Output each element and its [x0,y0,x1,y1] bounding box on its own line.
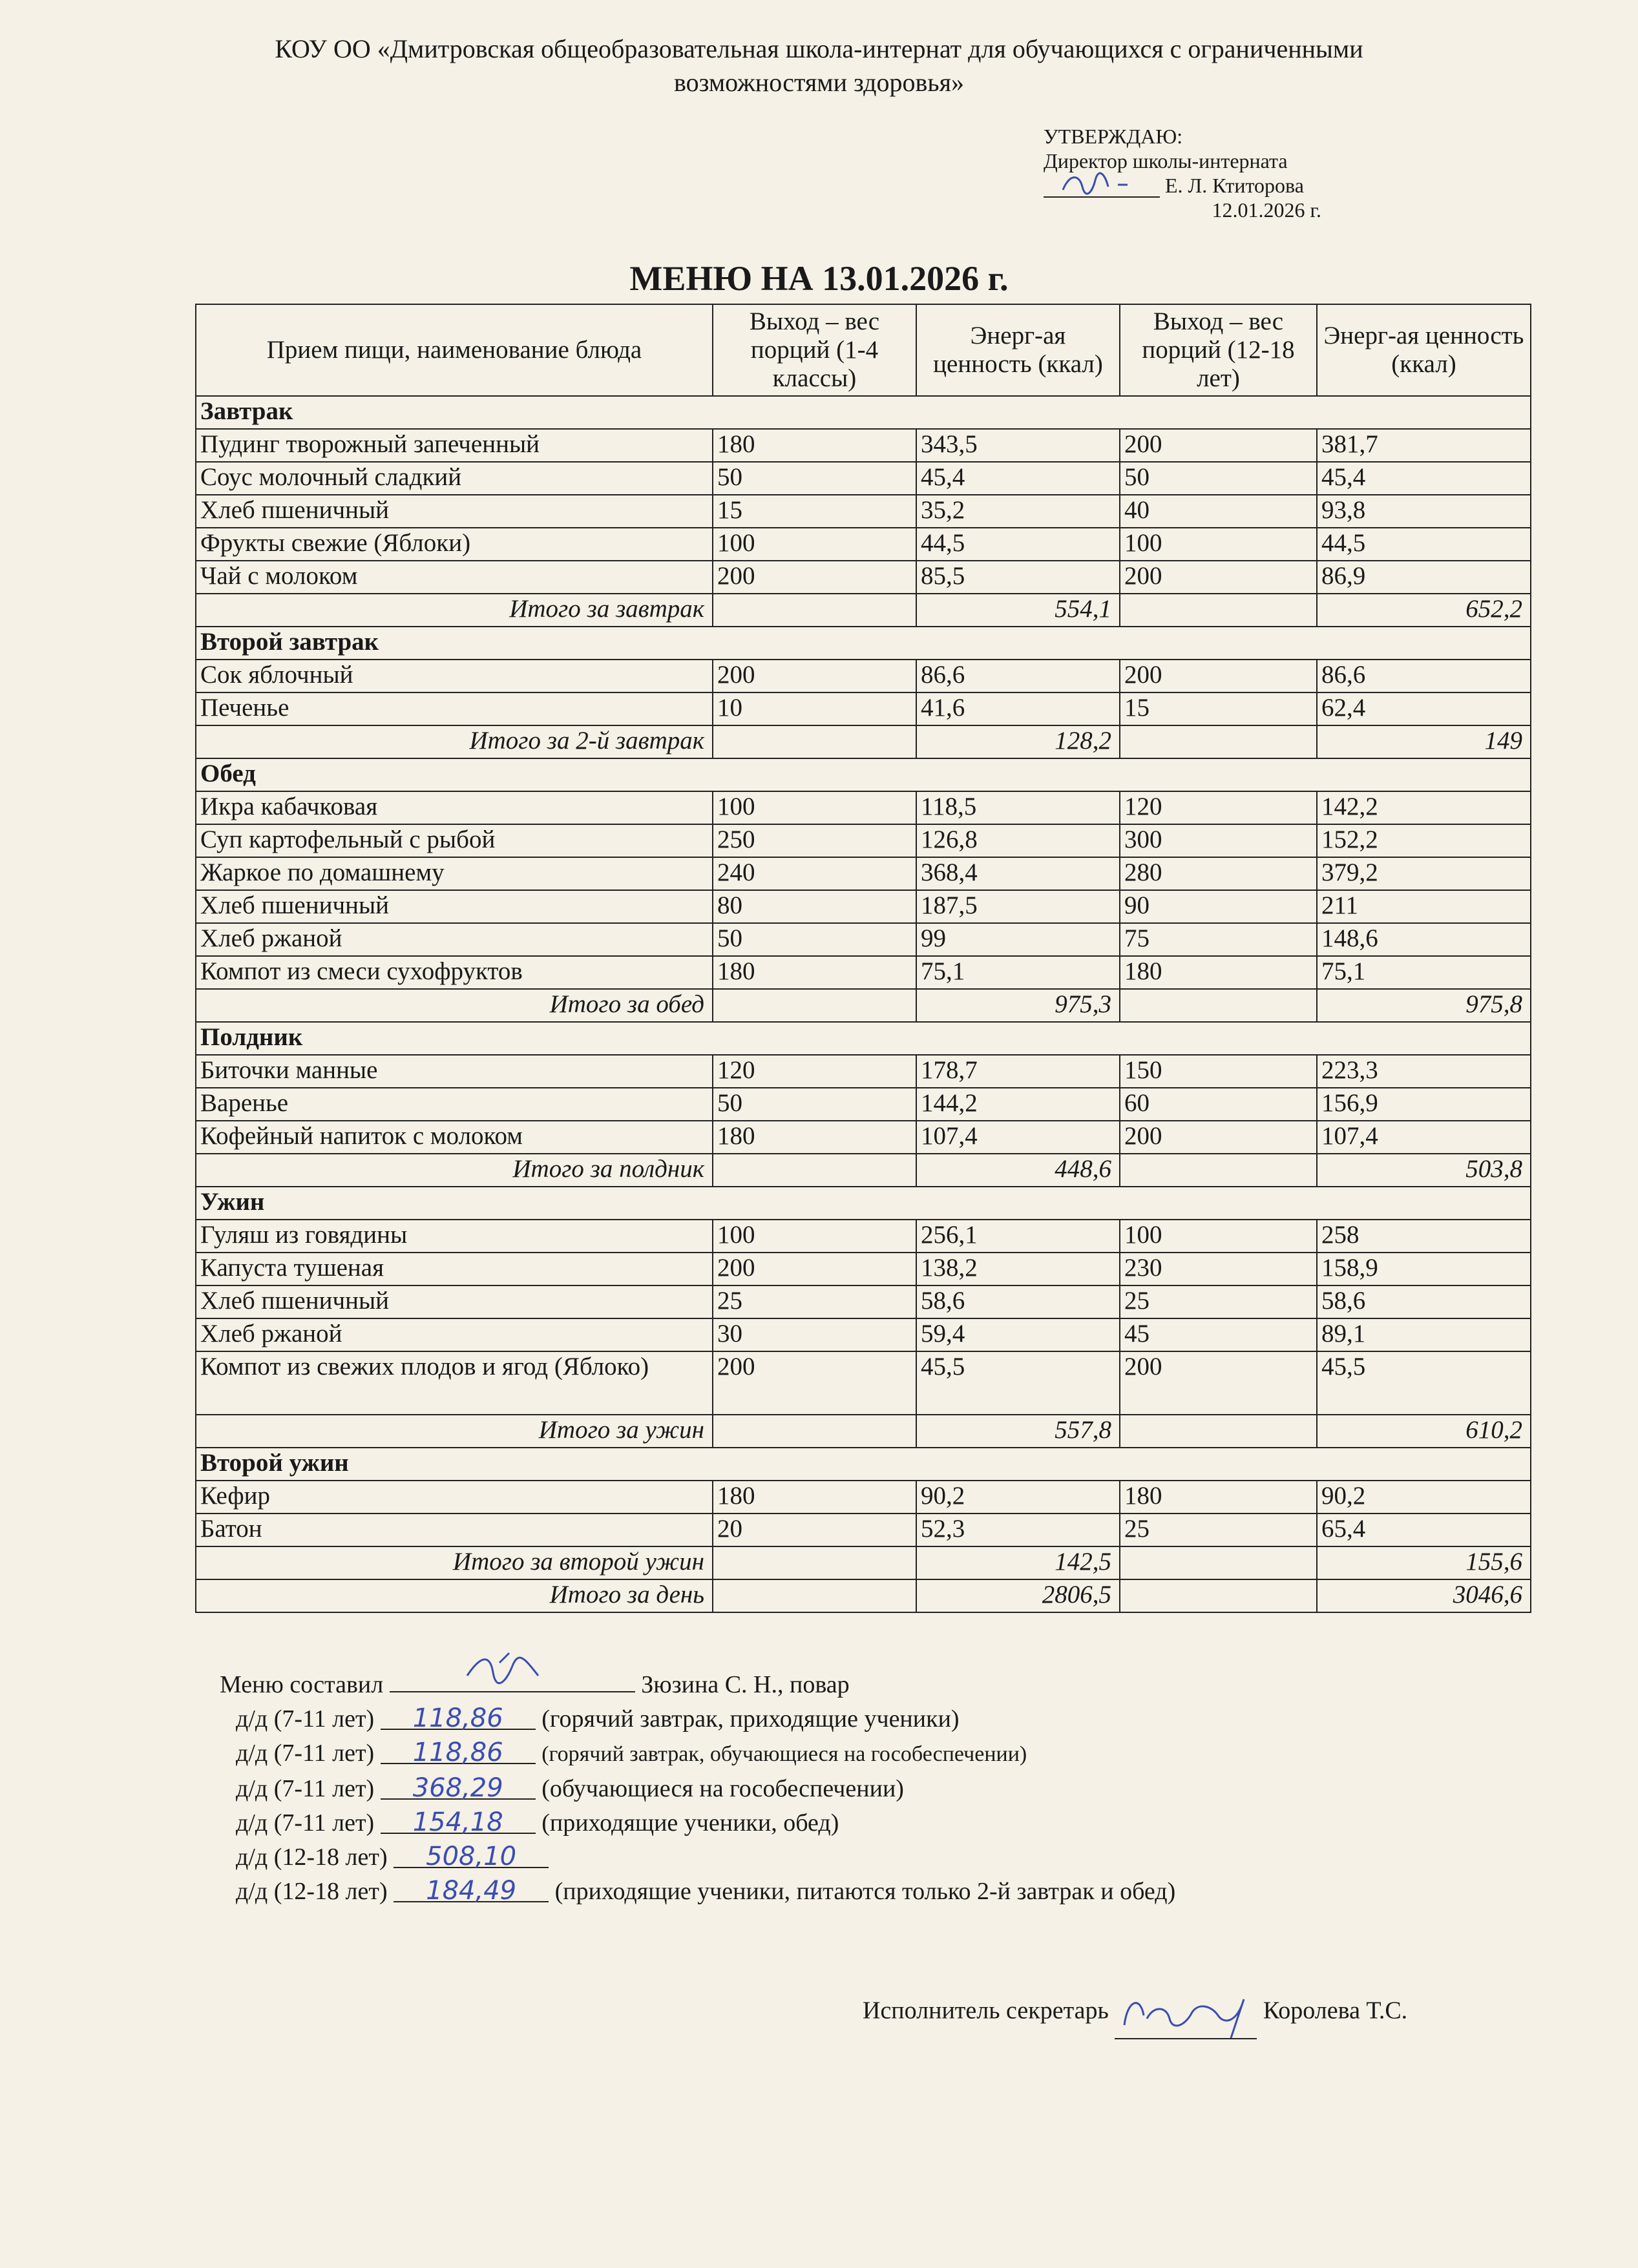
table-row [196,429,1531,462]
energy-senior: 148,6 [1317,923,1531,956]
energy-senior: 86,9 [1317,561,1531,594]
table-row [196,528,1531,561]
total-label: Итого за завтрак [196,594,713,627]
table-row [196,1351,1531,1415]
composer-name: Зюзина С. Н., повар [641,1671,850,1698]
total-empty [1120,1579,1317,1612]
total-energy-junior: 142,5 [916,1546,1120,1579]
weight-senior: 75 [1120,923,1317,956]
dish-name: Биточки манные [196,1055,713,1088]
dish-name: Фрукты свежие (Яблоки) [196,528,713,561]
energy-junior: 126,8 [916,824,1120,857]
day-total-label: Итого за день [196,1579,713,1612]
energy-junior: 85,5 [916,561,1120,594]
dd-value: 118,86 [381,1701,536,1730]
energy-senior: 258 [1317,1220,1531,1253]
day-total-row [196,1579,1531,1612]
energy-senior: 107,4 [1317,1121,1531,1154]
total-energy-senior: 975,8 [1317,989,1531,1022]
section-row [196,1187,1531,1220]
weight-senior: 15 [1120,692,1317,725]
total-row [196,594,1531,627]
dd-label: д/д (7-11 лет) [236,1740,375,1767]
dd-value: 368,29 [381,1771,536,1800]
total-energy-junior: 975,3 [916,989,1120,1022]
energy-senior: 93,8 [1317,495,1531,528]
total-energy-junior: 554,1 [916,594,1120,627]
weight-senior: 200 [1120,1121,1317,1154]
header-energy-senior: Энерг-ая ценность (ккал) [1317,304,1531,396]
composer-row [220,1664,1175,1701]
dd-label: д/д (12-18 лет) [236,1844,388,1871]
weight-senior: 280 [1120,857,1317,890]
total-energy-junior: 128,2 [916,725,1120,758]
weight-senior: 180 [1120,956,1317,989]
energy-junior: 256,1 [916,1220,1120,1253]
energy-junior: 144,2 [916,1088,1120,1121]
dish-name: Хлеб пшеничный [196,890,713,923]
weight-junior: 100 [713,1220,916,1253]
dish-name: Хлеб ржаной [196,923,713,956]
school-name-line2: возможностями здоровья» [674,68,964,97]
energy-senior: 223,3 [1317,1055,1531,1088]
section-title: Второй ужин [196,1448,1531,1481]
dd-note: (приходящие ученики, питаются только 2-й завтрак и обед) [554,1878,1176,1905]
weight-junior: 200 [713,660,916,692]
weight-junior: 180 [713,956,916,989]
table-row [196,1514,1531,1546]
total-row [196,725,1531,758]
table-row [196,791,1531,824]
weight-junior: 200 [713,1253,916,1285]
weight-junior: 20 [713,1514,916,1546]
header-weight-senior: Выход – вес порций (12-18 лет) [1120,304,1317,396]
energy-senior: 142,2 [1317,791,1531,824]
composer-label: Меню составил [220,1671,384,1698]
dish-name: Чай с молоком [196,561,713,594]
energy-senior: 45,4 [1317,462,1531,495]
energy-junior: 58,6 [916,1285,1120,1318]
weight-senior: 100 [1120,528,1317,561]
dd-line [220,1840,1175,1874]
dd-line [220,1736,1175,1771]
total-empty [713,1579,916,1612]
weight-junior: 80 [713,890,916,923]
weight-junior: 50 [713,462,916,495]
section-row [196,627,1531,660]
energy-senior: 90,2 [1317,1481,1531,1514]
executor-signature [1115,1986,1257,2039]
weight-junior: 100 [713,791,916,824]
weight-senior: 90 [1120,890,1317,923]
dish-name: Соус молочный сладкий [196,462,713,495]
table-row [196,923,1531,956]
total-label: Итого за полдник [196,1154,713,1187]
table-row [196,561,1531,594]
energy-senior: 86,6 [1317,660,1531,692]
approval-block [1044,124,1321,222]
energy-junior: 90,2 [916,1481,1120,1514]
energy-senior: 45,5 [1317,1351,1531,1415]
dish-name: Хлеб ржаной [196,1318,713,1351]
weight-senior: 200 [1120,1351,1317,1415]
school-name-line1: КОУ ОО «Дмитровская общеобразовательная школа-интернат для обучающихся с ограниченными [275,34,1363,63]
weight-senior: 200 [1120,561,1317,594]
energy-junior: 35,2 [916,495,1120,528]
dd-line [220,1805,1175,1840]
weight-junior: 200 [713,561,916,594]
energy-senior: 158,9 [1317,1253,1531,1285]
table-row [196,462,1531,495]
weight-junior: 10 [713,692,916,725]
weight-junior: 50 [713,923,916,956]
energy-junior: 44,5 [916,528,1120,561]
header-weight-junior: Выход – вес порций (1-4 классы) [713,304,916,396]
executor-name: Королева Т.С. [1263,1997,1408,2024]
section-row [196,396,1531,429]
dd-note: (горячий завтрак, приходящие ученики) [541,1705,960,1732]
dd-label: д/д (7-11 лет) [236,1775,375,1802]
energy-junior: 343,5 [916,429,1120,462]
weight-senior: 200 [1120,660,1317,692]
table-row [196,890,1531,923]
executor-row [863,1986,1407,2039]
day-total-senior: 3046,6 [1317,1579,1531,1612]
total-label: Итого за второй ужин [196,1546,713,1579]
director-signature [1044,177,1160,198]
energy-junior: 45,5 [916,1351,1120,1415]
table-row [196,692,1531,725]
dish-name: Хлеб пшеничный [196,495,713,528]
weight-junior: 180 [713,1481,916,1514]
weight-senior: 40 [1120,495,1317,528]
total-energy-senior: 149 [1317,725,1531,758]
energy-senior: 381,7 [1317,429,1531,462]
table-header-row [196,304,1531,396]
dish-name: Хлеб пшеничный [196,1285,713,1318]
total-empty [713,594,916,627]
weight-junior: 180 [713,1121,916,1154]
energy-junior: 52,3 [916,1514,1120,1546]
dd-value: 508,10 [394,1840,549,1868]
day-total-junior: 2806,5 [916,1579,1120,1612]
total-energy-junior: 448,6 [916,1154,1120,1187]
weight-junior: 180 [713,429,916,462]
weight-senior: 180 [1120,1481,1317,1514]
energy-junior: 59,4 [916,1318,1120,1351]
section-title: Завтрак [196,396,1531,429]
dish-name: Пудинг творожный запеченный [196,429,713,462]
dish-name: Компот из свежих плодов и ягод (Яблоко) [196,1351,713,1415]
weight-senior: 230 [1120,1253,1317,1285]
dd-line [220,1701,1175,1736]
approval-date: 12.01.2026 г. [1212,198,1321,222]
dish-name: Суп картофельный с рыбой [196,824,713,857]
dd-lines [220,1701,1175,1908]
dish-name: Кофейный напиток с молоком [196,1121,713,1154]
dd-note: (приходящие ученики, обед) [541,1809,839,1836]
menu-table-body [196,396,1531,1612]
weight-junior: 50 [713,1088,916,1121]
section-title: Полдник [196,1022,1531,1055]
dish-name: Варенье [196,1088,713,1121]
table-row [196,660,1531,692]
energy-senior: 152,2 [1317,824,1531,857]
total-empty [713,1154,916,1187]
weight-senior: 300 [1120,824,1317,857]
energy-senior: 75,1 [1317,956,1531,989]
total-row [196,1415,1531,1448]
table-row [196,1318,1531,1351]
total-empty [713,989,916,1022]
energy-senior: 44,5 [1317,528,1531,561]
dish-name: Кефир [196,1481,713,1514]
dish-name: Батон [196,1514,713,1546]
table-row [196,956,1531,989]
total-empty [1120,1415,1317,1448]
weight-junior: 100 [713,528,916,561]
total-energy-senior: 652,2 [1317,594,1531,627]
table-row [196,1253,1531,1285]
weight-senior: 150 [1120,1055,1317,1088]
table-row [196,824,1531,857]
table-row [196,1055,1531,1088]
header-dish: Прием пищи, наименование блюда [196,304,713,396]
weight-junior: 25 [713,1285,916,1318]
energy-junior: 45,4 [916,462,1120,495]
table-row [196,1285,1531,1318]
energy-senior: 211 [1317,890,1531,923]
weight-senior: 45 [1120,1318,1317,1351]
weight-junior: 200 [713,1351,916,1415]
dish-name: Икра кабачковая [196,791,713,824]
energy-senior: 379,2 [1317,857,1531,890]
approval-title: УТВЕРЖДАЮ: [1044,125,1183,148]
energy-senior: 65,4 [1317,1514,1531,1546]
table-row [196,1121,1531,1154]
section-row [196,1448,1531,1481]
energy-senior: 156,9 [1317,1088,1531,1121]
total-empty [1120,989,1317,1022]
dish-name: Капуста тушеная [196,1253,713,1285]
weight-senior: 100 [1120,1220,1317,1253]
weight-senior: 200 [1120,429,1317,462]
school-header [0,32,1638,99]
total-energy-senior: 610,2 [1317,1415,1531,1448]
dish-name: Сок яблочный [196,660,713,692]
section-row [196,758,1531,791]
dd-label: д/д (7-11 лет) [236,1705,375,1732]
weight-senior: 25 [1120,1285,1317,1318]
table-row [196,1220,1531,1253]
dd-note: (обучающиеся на гособеспечении) [541,1775,904,1802]
weight-junior: 240 [713,857,916,890]
total-empty [713,1546,916,1579]
energy-junior: 75,1 [916,956,1120,989]
weight-senior: 120 [1120,791,1317,824]
dish-name: Жаркое по домашнему [196,857,713,890]
total-row [196,989,1531,1022]
page-title: МЕНЮ НА 13.01.2026 г. [629,259,1009,298]
energy-junior: 187,5 [916,890,1120,923]
executor-label: Исполнитель секретарь [863,1997,1109,2024]
dish-name: Компот из смеси сухофруктов [196,956,713,989]
weight-junior: 250 [713,824,916,857]
total-empty [713,1415,916,1448]
approval-position: Директор школы-интерната [1044,149,1288,172]
dd-value: 154,18 [381,1805,536,1834]
energy-junior: 41,6 [916,692,1120,725]
energy-junior: 178,7 [916,1055,1120,1088]
total-empty [1120,1546,1317,1579]
section-title: Второй завтрак [196,627,1531,660]
section-row [196,1022,1531,1055]
total-empty [713,725,916,758]
total-energy-senior: 155,6 [1317,1546,1531,1579]
section-title: Ужин [196,1187,1531,1220]
dd-label: д/д (7-11 лет) [236,1809,375,1836]
total-row [196,1154,1531,1187]
table-row [196,495,1531,528]
weight-junior: 120 [713,1055,916,1088]
total-label: Итого за ужин [196,1415,713,1448]
weight-senior: 60 [1120,1088,1317,1121]
director-name: Е. Л. Ктиторова [1165,174,1304,197]
table-row [196,857,1531,890]
total-label: Итого за 2-й завтрак [196,725,713,758]
energy-junior: 138,2 [916,1253,1120,1285]
energy-junior: 368,4 [916,857,1120,890]
section-title: Обед [196,758,1531,791]
total-label: Итого за обед [196,989,713,1022]
dd-note: (горячий завтрак, обучающиеся на гособеспечении) [541,1742,1027,1766]
total-energy-junior: 557,8 [916,1415,1120,1448]
energy-senior: 58,6 [1317,1285,1531,1318]
weight-junior: 30 [713,1318,916,1351]
total-empty [1120,594,1317,627]
composer-signature [390,1664,635,1692]
total-energy-senior: 503,8 [1317,1154,1531,1187]
table-row [196,1481,1531,1514]
weight-senior: 50 [1120,462,1317,495]
dd-label: д/д (12-18 лет) [236,1878,388,1905]
energy-senior: 62,4 [1317,692,1531,725]
energy-junior: 118,5 [916,791,1120,824]
energy-junior: 86,6 [916,660,1120,692]
dd-value: 184,49 [394,1874,549,1902]
dd-line [220,1771,1175,1805]
total-empty [1120,1154,1317,1187]
total-empty [1120,725,1317,758]
dish-name: Печенье [196,692,713,725]
energy-senior: 89,1 [1317,1318,1531,1351]
energy-junior: 99 [916,923,1120,956]
menu-table [195,304,1531,1613]
total-row [196,1546,1531,1579]
dd-value: 118,86 [381,1736,536,1764]
table-row [196,1088,1531,1121]
dish-name: Гуляш из говядины [196,1220,713,1253]
weight-junior: 15 [713,495,916,528]
footer-block [220,1664,1175,1908]
weight-senior: 25 [1120,1514,1317,1546]
header-energy-junior: Энерг-ая ценность (ккал) [916,304,1120,396]
energy-junior: 107,4 [916,1121,1120,1154]
dd-line [220,1874,1175,1908]
